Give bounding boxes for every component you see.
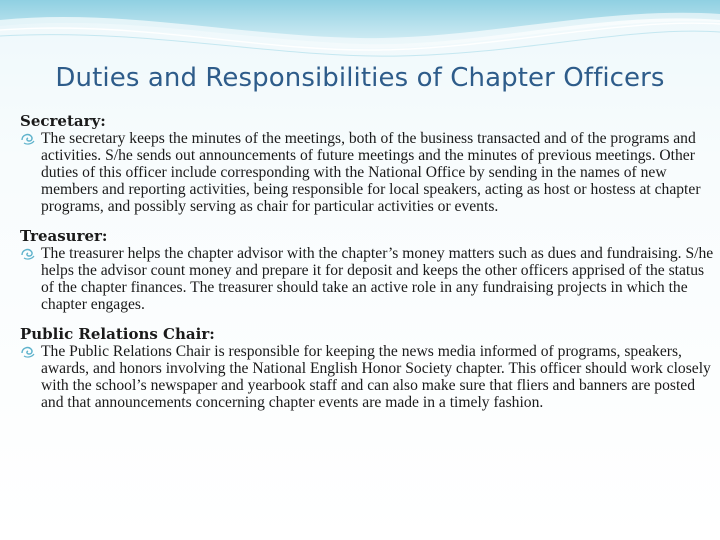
section-public-relations bbox=[20, 326, 716, 411]
content-body bbox=[20, 113, 716, 424]
paragraph-text: The Public Relations Chair is responsible for keeping the news media informed of programs, speakers, awards, and honors involving the National English Honor Society chapter. This officer should work closely with the school’s newspaper and yearbook staff and can also make sure that fliers and banners are posted and that announcements concerning chapter events are made in a timely fashion. bbox=[41, 343, 711, 411]
header-wave-decoration bbox=[0, 0, 720, 72]
section-heading: Secretary: bbox=[20, 112, 106, 130]
paragraph-text: The treasurer helps the chapter advisor with the chapter’s money matters such as dues and fundraising. S/he helps the advisor count money and prepare it for deposit and keeps the other officers apprised of the status of the chapter finances. The treasurer should take an active role in any fundraising projects in which the chapter engages. bbox=[41, 245, 714, 313]
section-heading: Treasurer: bbox=[20, 227, 108, 245]
section-treasurer bbox=[20, 228, 716, 313]
section-heading: Public Relations Chair: bbox=[20, 325, 215, 343]
swirl-bullet-icon bbox=[20, 132, 36, 146]
section-secretary bbox=[20, 113, 716, 215]
section-paragraph bbox=[20, 130, 716, 215]
swirl-bullet-icon bbox=[20, 345, 36, 359]
swirl-bullet-icon bbox=[20, 247, 36, 261]
paragraph-text: The secretary keeps the minutes of the meetings, both of the business transacted and of the programs and activities. S/he sends out announcements of future meetings and the minutes of previous meetings. Other duties of this officer include corresponding with the National Office by sending in the names of new members and reporting activities, being responsible for local speakers, acting as host or hostess at chapter programs, and possibly serving as chair for particular activities or events. bbox=[41, 130, 701, 215]
page-title: Duties and Responsibilities of Chapter Officers bbox=[55, 63, 665, 93]
section-paragraph bbox=[20, 343, 716, 411]
section-paragraph bbox=[20, 245, 716, 313]
